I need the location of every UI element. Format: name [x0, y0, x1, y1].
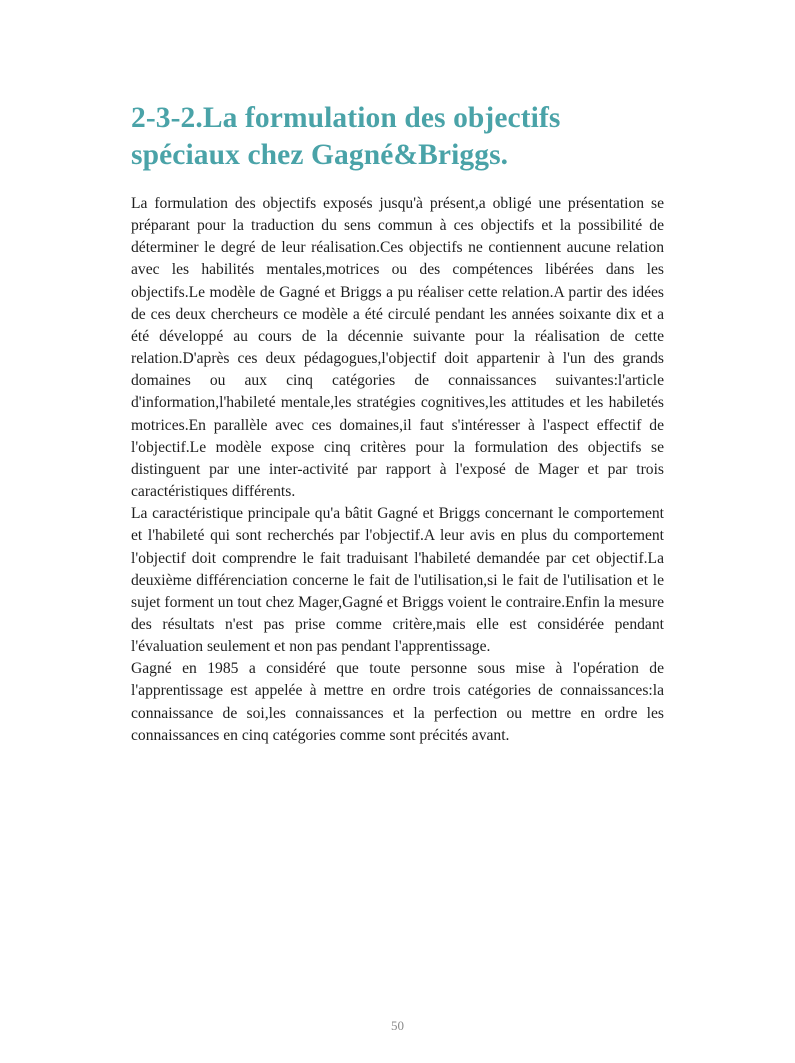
- paragraph-3: Gagné en 1985 a considéré que toute personne sous mise à l'opération de l'apprentissage est appelée à mettre en ordre trois catégories de connaissances:la connaissance de soi,les connaissances et la perfection ou mettre en ordre les connaissances en cinq catégories comme sont précités avant.: [131, 660, 664, 744]
- body-text: [131, 193, 664, 747]
- paragraph-1: La formulation des objectifs exposés jusqu'à présent,a obligé une présentation se préparant pour la traduction du sens commun à ces objectifs et la possibilité de déterminer le degré de leur réalisation.Ces objectifs ne contiennent aucune relation avec les habilités mentales,motrices ou des compétences libérées dans les objectifs.Le modèle de Gagné et Briggs a pu réaliser cette relation.A partir des idées de ces deux chercheurs ce modèle a été circulé pendant les années soixante dix et a été développé au cours de la décennie suivante pour la réalisation de cette relation.D'après ces deux pédagogues,l'objectif doit appartenir à l'un des grands domaines ou aux cinq catégories de connaissances suivantes:l'article d'information,l'habileté mentale,les stratégies cognitives,les attitudes et les habiletés motrices.En parallèle avec ces domaines,il faut s'intéresser à l'aspect effectif de l'objectif.Le modèle expose cinq critères pour la formulation des objectifs se distinguent par une inter-activité par rapport à l'exposé de Mager et par trois caractéristiques différents.: [131, 195, 664, 501]
- section-heading-line-2: spéciaux chez Gagné&Briggs.: [131, 139, 509, 171]
- paragraph-2: La caractéristique principale qu'a bâtit Gagné et Briggs concernant le comportement et l'habileté qui sont recherchés par l'objectif.A leur avis en plus du comportement l'objectif doit comprendre le fait traduisant l'habileté demandée par cet objectif.La deuxième différenciation concerne le fait de l'utilisation,si le fait de l'utilisation et le sujet forment un tout chez Mager,Gagné et Briggs voient le contraire.Enfin la mesure des résultats n'est pas prise comme critère,mais elle est considérée pendant l'évaluation seulement et non pas pendant l'apprentissage.: [131, 505, 664, 656]
- page-number: 50: [391, 1018, 404, 1033]
- section-heading: [131, 100, 691, 174]
- section-heading-line-1: 2-3-2.La formulation des objectifs: [131, 102, 561, 134]
